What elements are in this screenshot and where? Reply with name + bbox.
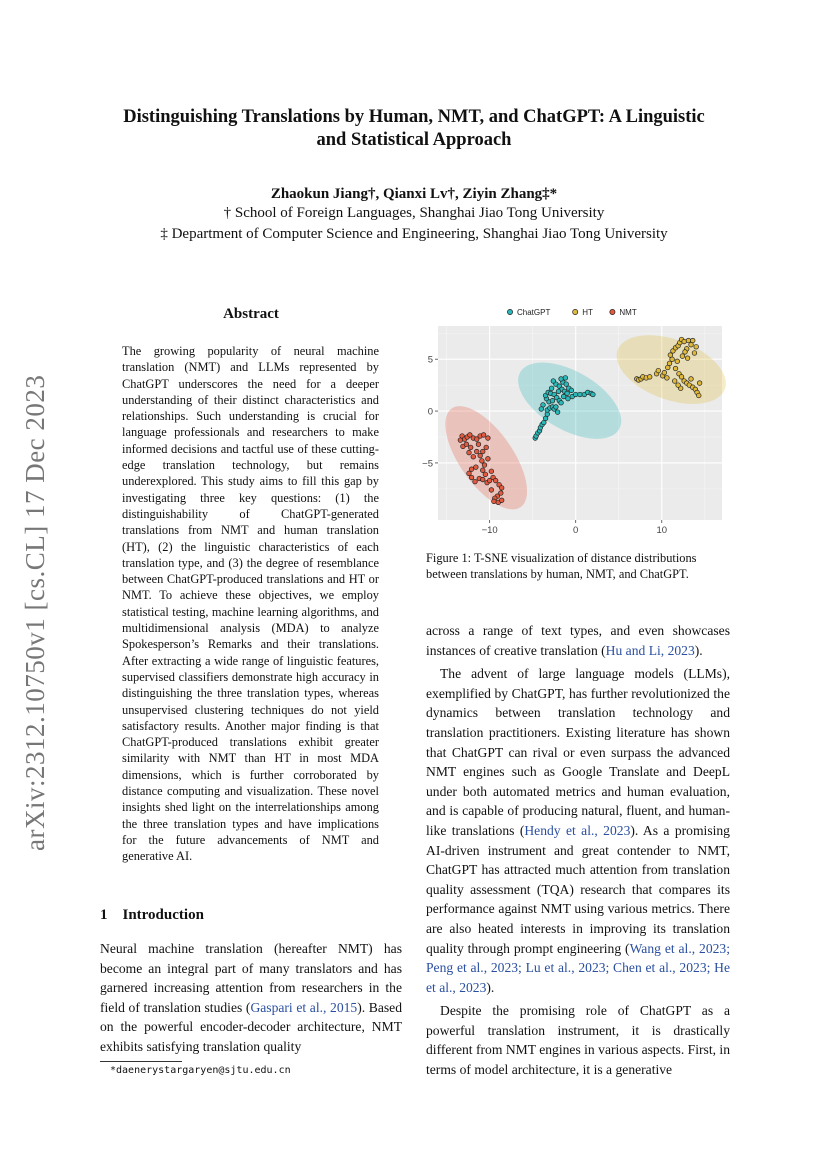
data-point-nmt: [464, 442, 469, 447]
tsne-scatter-chart: [414, 298, 730, 540]
data-point-chatgpt: [566, 396, 571, 401]
citation-link[interactable]: Hu and Li, 2023: [605, 642, 695, 658]
legend-label-nmt: NMT: [619, 308, 637, 317]
data-point-ht: [676, 383, 681, 388]
data-point-ht: [683, 350, 688, 355]
intro-text-a: Neural machine translation (hereafter NMT) has become an integral part of many translators and has garnered increasing attention from researchers in the field of translation studies (: [100, 941, 402, 1015]
data-point-ht: [680, 354, 685, 359]
data-point-chatgpt: [556, 389, 561, 394]
data-point-chatgpt: [551, 379, 556, 384]
right-column-text: [426, 621, 730, 1080]
abstract-text: The growing popularity of neural machine translation (NMT) and LLMs represented by ChatGPT underscores the need for a deeper understanding of their distinct characteristics and relationships. Such understanding is crucial for language professionals and researchers to make informed decisions and tactful use of these cutting-edge translation technology, but remains underexplored. This study aims to fill this gap by investigating three key questions: (1) the distinguishability of ChatGPT-generated translations from NMT and human translation (HT), (2) the linguistic characteristics of each translation type, and (3) the degree of resemblance between ChatGPT-produced translations and HT or NMT. To achieve these objectives, we employ statistical testing, machine learning algorithms, and multidimensional analysis (MDA) to analyze Spokesperson’s Remarks and their translations. After extracting a wide range of linguistic features, supervised classifiers demonstrate high accuracy in distinguishing the three translation types, whereas unsupervised clustering techniques do not yield satisfactory results. Another major finding is that ChatGPT-produced translations exhibit greater similarity with NMT than HT in most MDA dimensions, which is further corroborated by distance computing and visualization. These novel insights shed light on the interrelationships among the three translation types and have implications for the future advancements of NMT and generative AI.: [122, 344, 379, 864]
data-point-nmt: [489, 488, 494, 493]
x-tick-label: 0: [573, 525, 579, 536]
legend-marker-chatgpt: [507, 309, 512, 314]
data-point-nmt: [499, 498, 504, 503]
data-point-chatgpt: [569, 388, 574, 393]
data-point-nmt: [481, 433, 486, 438]
intro-text-b: ). Based on the powerful encoder-decoder architecture, NMT exhibits satisfying translation quality: [100, 999, 402, 1054]
data-point-ht: [685, 356, 690, 361]
legend-label-ht: HT: [582, 308, 593, 317]
data-point-nmt: [492, 499, 497, 504]
right-paragraph-1: The advent of large language models (LLMs), exemplified by ChatGPT, has further revolutionized the dynamics between translation technology and translation practitioners. Existing literature has shown that ChatGPT can rival or even surpass the advanced NMT engines such as Google Translate and DeepL under both automated metrics and human evaluation, and is capable of producing natural, fluent, and human-like translations (Hendy et al., 2023). As a promising AI-driven instrument and great contender to NMT, ChatGPT has attracted much attention from translation quality assessment (TQA) research that compares its performance against NMT using various metrics. There are also heated interests in improving its translation quality through prompt engineering (Wang et al., 2023; Peng et al., 2023; Lu et al., 2023; Chen et al., 2023; He et al., 2023).: [426, 666, 730, 995]
data-point-nmt: [480, 468, 485, 473]
y-tick-label: −5: [422, 458, 433, 470]
data-point-ht: [679, 375, 684, 380]
data-point-ht: [647, 375, 652, 380]
data-point-chatgpt: [559, 400, 564, 405]
data-point-nmt: [499, 486, 504, 491]
data-point-ht: [662, 370, 667, 375]
data-point-nmt: [474, 465, 479, 470]
data-point-nmt: [471, 454, 476, 459]
data-point-ht: [696, 393, 701, 398]
data-point-ht: [689, 377, 694, 382]
data-point-nmt: [486, 456, 491, 461]
data-point-ht: [665, 376, 670, 381]
data-point-nmt: [478, 453, 483, 458]
section-heading-introduction: 1 Introduction: [100, 907, 204, 923]
data-point-ht: [682, 339, 687, 344]
citation-link[interactable]: Hendy et al., 2023: [524, 822, 631, 838]
data-point-ht: [689, 342, 694, 347]
data-point-nmt: [480, 477, 485, 482]
footnote-divider: [100, 1061, 182, 1062]
data-point-chatgpt: [591, 392, 596, 397]
data-point-ht: [656, 368, 661, 373]
data-point-nmt: [474, 449, 479, 454]
legend-marker-nmt: [610, 309, 615, 314]
x-tick-label: 10: [656, 525, 668, 536]
abstract-body: [122, 343, 379, 865]
data-point-chatgpt: [559, 377, 564, 382]
data-point-nmt: [483, 472, 488, 477]
data-point-nmt: [493, 478, 498, 483]
data-point-ht: [667, 361, 672, 366]
data-point-nmt: [489, 469, 494, 474]
data-point-ht: [692, 351, 697, 356]
data-point-nmt: [473, 479, 478, 484]
data-point-nmt: [468, 445, 473, 450]
y-tick-label: 0: [427, 406, 433, 418]
data-point-nmt: [480, 459, 485, 464]
legend-label-chatgpt: ChatGPT: [517, 308, 551, 317]
data-point-nmt: [480, 449, 485, 454]
legend-marker-ht: [573, 309, 578, 314]
data-point-ht: [694, 344, 699, 349]
data-point-nmt: [486, 436, 491, 441]
citation-link[interactable]: Gaspari et al., 2015: [250, 999, 358, 1015]
arxiv-stamp: arXiv:2312.10750v1 [cs.CL] 17 Dec 2023: [20, 374, 50, 851]
data-point-chatgpt: [550, 398, 555, 403]
data-point-nmt: [467, 471, 472, 476]
data-point-ht: [686, 338, 691, 343]
data-point-chatgpt: [561, 394, 566, 399]
data-point-ht: [668, 353, 673, 358]
right-paragraph-2: Despite the promising role of ChatGPT as a powerful translation instrument, it is drastically different from NMT engines in various aspects. First, in terms of model architecture, it is a generative: [426, 1003, 730, 1078]
data-point-ht: [673, 366, 678, 371]
x-tick-label: −10: [481, 525, 498, 536]
data-point-chatgpt: [549, 386, 554, 391]
data-point-nmt: [467, 450, 472, 455]
title-line-1: Distinguishing Translations by Human, NMT, and ChatGPT: A Linguistic: [123, 107, 705, 127]
data-point-chatgpt: [573, 392, 578, 397]
data-point-chatgpt: [555, 410, 560, 415]
data-point-nmt: [482, 463, 487, 468]
footnote-email: *daenerystargaryen@sjtu.edu.cn: [110, 1065, 291, 1076]
data-point-nmt: [469, 475, 474, 480]
affiliation-2: ‡ Department of Computer Science and Engineering, Shanghai Jiao Tong University: [160, 226, 668, 242]
data-point-nmt: [476, 442, 481, 447]
title-line-2: and Statistical Approach: [316, 130, 512, 150]
data-point-ht: [697, 381, 702, 386]
data-point-chatgpt: [578, 392, 583, 397]
y-tick-label: 5: [427, 354, 433, 366]
data-point-chatgpt: [564, 382, 569, 387]
figure-caption: Figure 1: T-SNE visualization of distance distributions between translations by human, NMT, and ChatGPT.: [426, 551, 697, 581]
data-point-chatgpt: [554, 405, 559, 410]
data-point-nmt: [484, 445, 489, 450]
right-paragraph-0: across a range of text types, and even showcases instances of creative translation (Hu and Li, 2023).: [426, 623, 730, 658]
affiliation-1: † School of Foreign Languages, Shanghai Jiao Tong University: [223, 205, 605, 221]
intro-paragraph: [100, 939, 402, 1057]
authors: Zhaokun Jiang†, Qianxi Lv†, Ziyin Zhang‡*: [270, 186, 558, 202]
data-point-nmt: [469, 467, 474, 472]
citation-link[interactable]: Wang et al., 2023; Peng et al., 2023; Lu et al., 2023; Chen et al., 2023; He et al., 2023: [426, 940, 730, 995]
data-point-chatgpt: [563, 376, 568, 381]
paper-title: [90, 106, 738, 152]
data-point-chatgpt: [539, 407, 544, 412]
data-point-ht: [672, 379, 677, 384]
data-point-ht: [675, 359, 680, 364]
abstract-heading: Abstract: [223, 306, 279, 322]
